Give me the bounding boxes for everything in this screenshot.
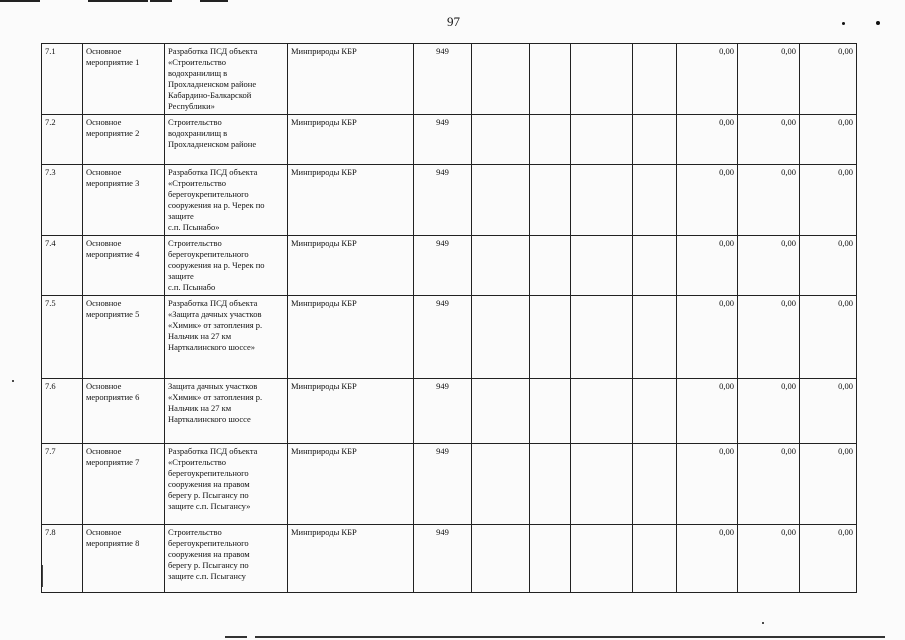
row-code: 7.2	[42, 115, 83, 165]
funding-value-3: 0,00	[800, 115, 857, 165]
empty-cell	[633, 525, 677, 593]
empty-cell	[530, 44, 571, 115]
row-code: 7.5	[42, 296, 83, 379]
event-name: Основное мероприятие 8	[83, 525, 165, 593]
empty-cell	[472, 525, 530, 593]
empty-cell	[472, 296, 530, 379]
empty-cell	[571, 444, 633, 525]
funding-value-2: 0,00	[738, 296, 800, 379]
scan-artifact	[150, 0, 172, 2]
funding-value-2: 0,00	[738, 444, 800, 525]
empty-cell	[633, 236, 677, 296]
page-number: 97	[447, 14, 460, 29]
table-row	[42, 115, 868, 165]
empty-cell	[472, 165, 530, 236]
funding-value-1: 0,00	[677, 115, 738, 165]
event-description: Строительство берегоукрепительного сооружения на р. Черек по защите с.п. Псынабо	[165, 236, 288, 296]
event-name: Основное мероприятие 2	[83, 115, 165, 165]
event-name: Основное мероприятие 6	[83, 379, 165, 444]
row-code: 7.3	[42, 165, 83, 236]
empty-cell	[530, 115, 571, 165]
funding-value-3: 0,00	[800, 379, 857, 444]
table-row	[42, 236, 868, 296]
grbs-code: 949	[414, 296, 472, 379]
executor: Минприроды КБР	[288, 236, 414, 296]
empty-cell	[571, 525, 633, 593]
funding-value-1: 0,00	[677, 444, 738, 525]
empty-cell	[571, 379, 633, 444]
scan-artifact	[12, 380, 14, 382]
event-description: Защита дачных участков «Химик» от затопления р. Нальчик на 27 км Нарткалинского шоссе	[165, 379, 288, 444]
empty-cell	[571, 115, 633, 165]
executor: Минприроды КБР	[288, 444, 414, 525]
grbs-code: 949	[414, 44, 472, 115]
grbs-code: 949	[414, 379, 472, 444]
funding-value-3: 0,00	[800, 444, 857, 525]
empty-cell	[633, 296, 677, 379]
event-name: Основное мероприятие 4	[83, 236, 165, 296]
empty-cell	[633, 379, 677, 444]
scan-artifact	[200, 0, 228, 2]
funding-value-2: 0,00	[738, 115, 800, 165]
event-description: Строительство берегоукрепительного сооружения на правом берегу р. Псыгансу по защите с.п. Псыгансу	[165, 525, 288, 593]
empty-cell	[530, 379, 571, 444]
funding-value-2: 0,00	[738, 525, 800, 593]
empty-cell	[633, 115, 677, 165]
grbs-code: 949	[414, 444, 472, 525]
funding-value-3: 0,00	[800, 44, 857, 115]
empty-cell	[530, 236, 571, 296]
table-row	[42, 444, 868, 525]
executor: Минприроды КБР	[288, 296, 414, 379]
event-name: Основное мероприятие 5	[83, 296, 165, 379]
funding-value-2: 0,00	[738, 379, 800, 444]
grbs-code: 949	[414, 525, 472, 593]
funding-value-1: 0,00	[677, 165, 738, 236]
scan-artifact	[0, 0, 40, 2]
event-description: Разработка ПСД объекта «Защита дачных участков «Химик» от затопления р. Нальчик на 27 км Нарткалинского шоссе»	[165, 296, 288, 379]
empty-cell	[472, 44, 530, 115]
table-row	[42, 379, 868, 444]
row-code: 7.8	[42, 525, 83, 593]
scan-artifact	[255, 636, 885, 638]
funding-value-2: 0,00	[738, 44, 800, 115]
budget-table	[41, 43, 868, 593]
executor: Минприроды КБР	[288, 165, 414, 236]
empty-cell	[530, 296, 571, 379]
funding-value-1: 0,00	[677, 236, 738, 296]
event-name: Основное мероприятие 3	[83, 165, 165, 236]
event-description: Строительство водохранилищ в Прохладненском районе	[165, 115, 288, 165]
event-name: Основное мероприятие 1	[83, 44, 165, 115]
grbs-code: 949	[414, 115, 472, 165]
empty-cell	[633, 44, 677, 115]
table-row	[42, 165, 868, 236]
executor: Минприроды КБР	[288, 525, 414, 593]
grbs-code: 949	[414, 236, 472, 296]
empty-cell	[530, 165, 571, 236]
table-row	[42, 44, 868, 115]
row-code: 7.7	[42, 444, 83, 525]
funding-value-2: 0,00	[738, 236, 800, 296]
empty-cell	[571, 236, 633, 296]
empty-cell	[633, 165, 677, 236]
grbs-code: 949	[414, 165, 472, 236]
funding-value-1: 0,00	[677, 296, 738, 379]
event-description: Разработка ПСД объекта «Строительство водохранилищ в Прохладненском районе Кабардино-Балкарской Республики»	[165, 44, 288, 115]
event-description: Разработка ПСД объекта «Строительство берегоукрепительного сооружения на р. Черек по защите с.п. Псынабо»	[165, 165, 288, 236]
funding-value-3: 0,00	[800, 165, 857, 236]
empty-cell	[530, 525, 571, 593]
event-name: Основное мероприятие 7	[83, 444, 165, 525]
funding-value-1: 0,00	[677, 44, 738, 115]
executor: Минприроды КБР	[288, 44, 414, 115]
funding-value-3: 0,00	[800, 525, 857, 593]
row-code: 7.6	[42, 379, 83, 444]
funding-value-3: 0,00	[800, 296, 857, 379]
empty-cell	[571, 165, 633, 236]
empty-cell	[472, 115, 530, 165]
funding-value-1: 0,00	[677, 525, 738, 593]
empty-cell	[633, 444, 677, 525]
scan-artifact	[876, 21, 880, 25]
funding-value-2: 0,00	[738, 165, 800, 236]
executor: Минприроды КБР	[288, 379, 414, 444]
row-code: 7.1	[42, 44, 83, 115]
empty-cell	[472, 379, 530, 444]
scan-artifact	[225, 636, 247, 638]
event-description: Разработка ПСД объекта «Строительство берегоукрепительного сооружения на правом берегу р. Псыгансу по защите с.п. Псыгансу»	[165, 444, 288, 525]
scan-artifact	[762, 622, 764, 624]
empty-cell	[530, 444, 571, 525]
empty-cell	[571, 296, 633, 379]
empty-cell	[571, 44, 633, 115]
funding-value-1: 0,00	[677, 379, 738, 444]
scan-artifact	[88, 0, 148, 2]
empty-cell	[472, 236, 530, 296]
table-row	[42, 525, 868, 593]
funding-value-3: 0,00	[800, 236, 857, 296]
empty-cell	[472, 444, 530, 525]
table-row	[42, 296, 868, 379]
row-code: 7.4	[42, 236, 83, 296]
scan-artifact	[842, 22, 845, 25]
executor: Минприроды КБР	[288, 115, 414, 165]
